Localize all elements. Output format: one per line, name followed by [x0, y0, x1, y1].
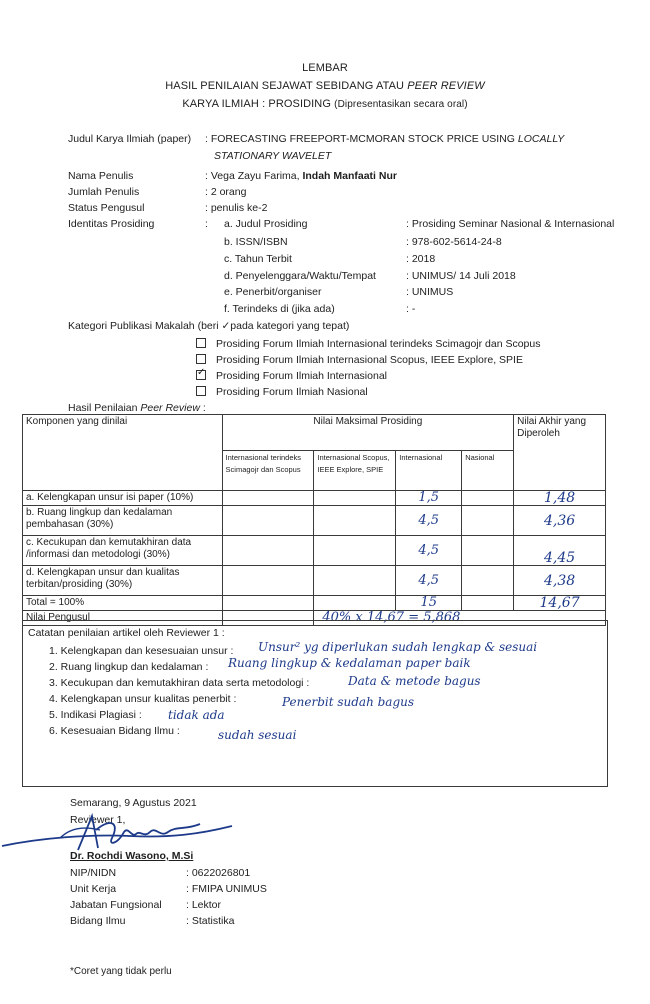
- kategori-option[interactable]: [196, 337, 541, 350]
- table-row: [23, 536, 606, 566]
- total-score: 14,67: [514, 596, 606, 611]
- identitas-item-label: c. Tahun Terbit: [224, 253, 292, 265]
- row-max: 4,5: [396, 536, 462, 566]
- catatan-item-handwriting: tidak ada: [168, 708, 225, 722]
- judul-value-2: STATIONARY WAVELET: [214, 150, 332, 162]
- judul-label: Judul Karya Ilmiah (paper): [68, 133, 192, 145]
- table-row: [23, 566, 606, 596]
- catatan-item-handwriting: Unsur² yg diperlukan sudah lengkap & sesuai: [258, 640, 538, 654]
- kategori-label: Kategori Publikasi Makalah (beri ✓pada kategori yang tepat): [68, 320, 350, 332]
- subheader-internasional: Internasional: [396, 451, 462, 491]
- score-table: [22, 414, 606, 626]
- checkbox-icon[interactable]: [196, 354, 206, 364]
- checkbox-icon[interactable]: [196, 338, 206, 348]
- kategori-option-label: Prosiding Forum Ilmiah Nasional: [216, 386, 368, 398]
- table-row: [23, 491, 606, 506]
- row-score: 4,36: [514, 506, 606, 536]
- kategori-option[interactable]: [196, 369, 387, 382]
- catatan-item-handwriting: Ruang lingkup & kedalaman paper baik: [228, 656, 471, 670]
- judul-value: [205, 133, 564, 145]
- catatan-item-label: 2. Ruang lingkup dan kedalaman :: [49, 661, 209, 673]
- catatan-title: Catatan penilaian artikel oleh Reviewer 1 :: [28, 627, 225, 639]
- kategori-option[interactable]: [196, 353, 523, 366]
- status-value: : penulis ke-2: [205, 202, 268, 214]
- sig-field-label: Jabatan Fungsional: [70, 899, 162, 911]
- doc-subtitle-2: [0, 98, 650, 110]
- subheader-scopus: Internasional Scopus, IEEE Explore, SPIE: [314, 451, 396, 491]
- sig-field-value: : Lektor: [186, 899, 222, 911]
- jumlah-value: : 2 orang: [205, 186, 247, 198]
- hasil-suffix: :: [199, 402, 206, 414]
- row-max: 4,5: [396, 566, 462, 596]
- hasil-text: Hasil Penilaian: [68, 402, 141, 414]
- identitas-item-value: : UNIMUS/ 14 Juli 2018: [406, 270, 516, 282]
- subheader-nasional: Nasional: [462, 451, 514, 491]
- doc-title: LEMBAR: [302, 62, 348, 74]
- subtitle2-text: KARYA ILMIAH : PROSIDING: [182, 98, 332, 110]
- subheader-scimagojr: Internasional terindeks Scimagojr dan Scopus: [222, 451, 314, 491]
- catatan-item-handwriting: Data & metode bagus: [348, 674, 481, 688]
- judul-value-text: : FORECASTING FREEPORT-MCMORAN STOCK PRICE USING: [205, 133, 518, 145]
- row-max: 1,5: [396, 491, 462, 506]
- identitas-label: Identitas Prosiding: [68, 218, 155, 230]
- sig-field-value: : Statistika: [186, 915, 235, 927]
- nilai-label: Nilai Pengusul: [23, 611, 223, 626]
- identitas-item-label: b. ISSN/ISBN: [224, 236, 288, 248]
- judul-value-italic: LOCALLY: [517, 133, 565, 145]
- row-label: d. Kelengkapan unsur dan kualitas terbitan/prosiding (30%): [23, 566, 223, 596]
- header-nilai-akhir: Nilai Akhir yang Diperoleh: [514, 415, 606, 491]
- subtitle-italic: PEER REVIEW: [407, 80, 485, 92]
- identitas-item-label: a. Judul Prosiding: [224, 218, 308, 230]
- place-date: Semarang, 9 Agustus 2021: [70, 797, 197, 809]
- identitas-item-label: e. Penerbit/organiser: [224, 286, 322, 298]
- nama-label: Nama Penulis: [68, 170, 134, 182]
- footnote: *Coret yang tidak perlu: [70, 966, 172, 977]
- table-row-total: [23, 596, 606, 611]
- sig-field-label: NIP/NIDN: [70, 867, 117, 879]
- row-score: 1,48: [514, 491, 606, 506]
- sig-field-value: : FMIPA UNIMUS: [186, 883, 267, 895]
- catatan-item-label: 1. Kelengkapan dan kesesuaian unsur :: [49, 645, 234, 657]
- hasil-italic: Peer Review: [140, 402, 200, 414]
- catatan-item-label: 5. Indikasi Plagiasi :: [49, 709, 142, 721]
- row-max: 4,5: [396, 506, 462, 536]
- kategori-option[interactable]: [196, 385, 368, 398]
- row-score: 4,45: [514, 536, 606, 566]
- row-score: 4,38: [514, 566, 606, 596]
- doc-subtitle: [0, 80, 650, 92]
- identitas-colon: :: [205, 218, 208, 230]
- checkbox-icon[interactable]: [196, 386, 206, 396]
- identitas-item-label: f. Terindeks di (jika ada): [224, 303, 335, 315]
- catatan-item-handwriting: sudah sesuai: [218, 728, 297, 742]
- kategori-option-label: Prosiding Forum Ilmiah Internasional: [216, 370, 387, 382]
- subtitle-text: HASIL PENILAIAN SEJAWAT SEBIDANG ATAU: [165, 80, 408, 92]
- nilai-handwriting: 40% x 14,67 = 5,868: [314, 611, 606, 626]
- total-label: Total = 100%: [23, 596, 223, 611]
- row-label: c. Kecukupan dan kemutakhiran data /informasi dan metodologi (30%): [23, 536, 223, 566]
- kategori-option-label: Prosiding Forum Ilmiah Internasional Scopus, IEEE Explore, SPIE: [216, 354, 523, 366]
- catatan-item-handwriting: Penerbit sudah bagus: [282, 695, 415, 709]
- identitas-item-value: : -: [406, 303, 416, 315]
- reviewer-role: Reviewer 1,: [70, 814, 126, 826]
- identitas-item-value: : UNIMUS: [406, 286, 454, 298]
- identitas-item-value: : Prosiding Seminar Nasional & Internasional: [406, 218, 615, 230]
- nama-text: : Vega Zayu Farima,: [205, 170, 303, 182]
- nama-bold: Indah Manfaati Nur: [302, 170, 397, 182]
- sig-field-label: Bidang Ilmu: [70, 915, 126, 927]
- table-row: [23, 506, 606, 536]
- reviewer-name: Dr. Rochdi Wasono, M.Si: [70, 850, 194, 862]
- sig-field-label: Unit Kerja: [70, 883, 117, 895]
- jumlah-label: Jumlah Penulis: [68, 186, 140, 198]
- status-label: Status Pengusul: [68, 202, 145, 214]
- identitas-item-value: : 978-602-5614-24-8: [406, 236, 502, 248]
- identitas-item-value: : 2018: [406, 253, 436, 265]
- row-label: b. Ruang lingkup dan kedalaman pembahasan (30%): [23, 506, 223, 536]
- nama-value: [205, 170, 397, 182]
- header-komponen: Komponen yang dinilai: [23, 415, 223, 491]
- hasil-label: [68, 402, 206, 414]
- identitas-item-label: d. Penyelenggara/Waktu/Tempat: [224, 270, 376, 282]
- sig-field-value: : 0622026801: [186, 867, 251, 879]
- row-label: a. Kelengkapan unsur isi paper (10%): [23, 491, 223, 506]
- total-max: 15: [396, 596, 462, 611]
- checkbox-checked-icon[interactable]: [196, 370, 206, 380]
- catatan-item-label: 4. Kelengkapan unsur kualitas penerbit :: [49, 693, 237, 705]
- catatan-item-label: 3. Kecukupan dan kemutakhiran data serta metodologi :: [49, 677, 310, 689]
- subtitle2-note: (Dipresentasikan secara oral): [334, 99, 468, 110]
- header-nilai-maks: Nilai Maksimal Prosiding: [222, 415, 514, 451]
- kategori-option-label: Prosiding Forum Ilmiah Internasional terindeks Scimagojr dan Scopus: [216, 338, 541, 350]
- catatan-item-label: 6. Kesesuaian Bidang Ilmu :: [49, 725, 180, 737]
